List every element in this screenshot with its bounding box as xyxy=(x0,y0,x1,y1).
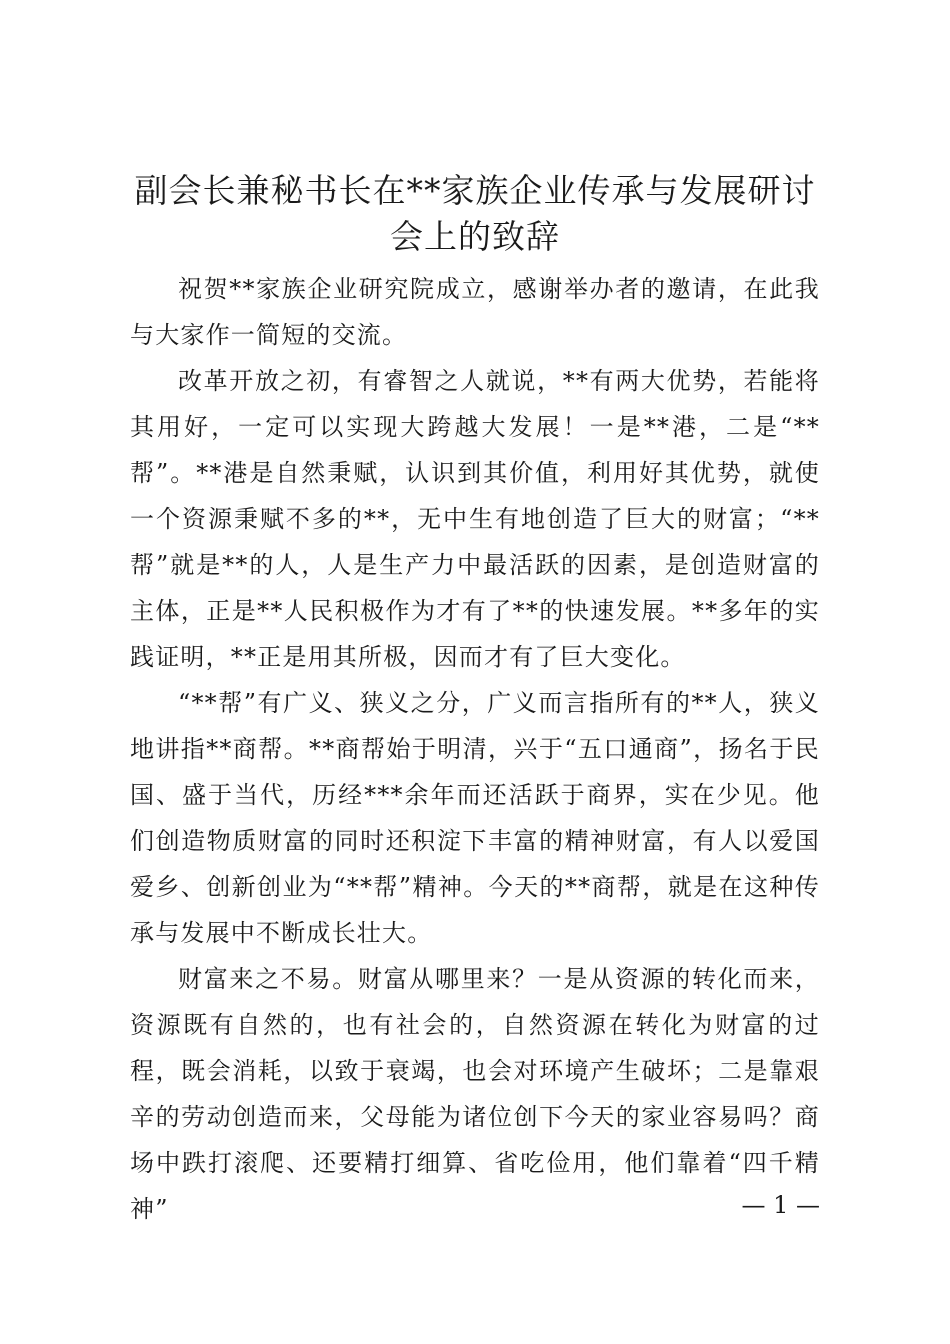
paragraph-1: 祝贺**家族企业研究院成立，感谢举办者的邀请，在此我与大家作一简短的交流。 xyxy=(130,275,820,349)
page-number: — 1 — xyxy=(741,1191,820,1219)
paragraph-3: “**帮”有广义、狭义之分，广义而言指所有的**人，狭义地讲指**商帮。**商帮始于明清，兴于“五口通商”，扬名于民国、盛于当代，历经***余年而还活跃于商界，实在少见。他们创造物质财富的同时还积淀下丰富的精神财富，有人以爱国爱乡、创新创业为“**帮”精神。今天的**商帮，就是在这种传承与发展中不断成长壮大。 xyxy=(130,689,820,947)
title-line-1: 副会长兼秘书长在**家族企业传承与发展研讨 xyxy=(134,171,816,210)
document-body xyxy=(130,266,820,1232)
paragraph-2: 改革开放之初，有睿智之人就说，**有两大优势，若能将其用好，一定可以实现大跨越大发展！一是**港，二是“**帮”。**港是自然秉赋，认识到其价值，利用好其优势，就使一个资源秉赋不多的**，无中生有地创造了巨大的财富；“**帮”就是**的人，人是生产力中最活跃的因素，是创造财富的主体，正是**人民积极作为才有了**的快速发展。**多年的实践证明，**正是用其所极，因而才有了巨大变化。 xyxy=(130,367,820,671)
paragraph-4: 财富来之不易。财富从哪里来？一是从资源的转化而来，资源既有自然的，也有社会的，自然资源在转化为财富的过程，既会消耗，以致于衰竭，也会对环境产生破坏；二是靠艰辛的劳动创造而来，父母能为诸位创下今天的家业容易吗？商场中跌打滚爬、还要精打细算、省吃俭用，他们靠着“四千精神” xyxy=(130,965,820,1223)
title-line-2: 会上的致辞 xyxy=(390,217,560,256)
document-title xyxy=(110,168,840,260)
